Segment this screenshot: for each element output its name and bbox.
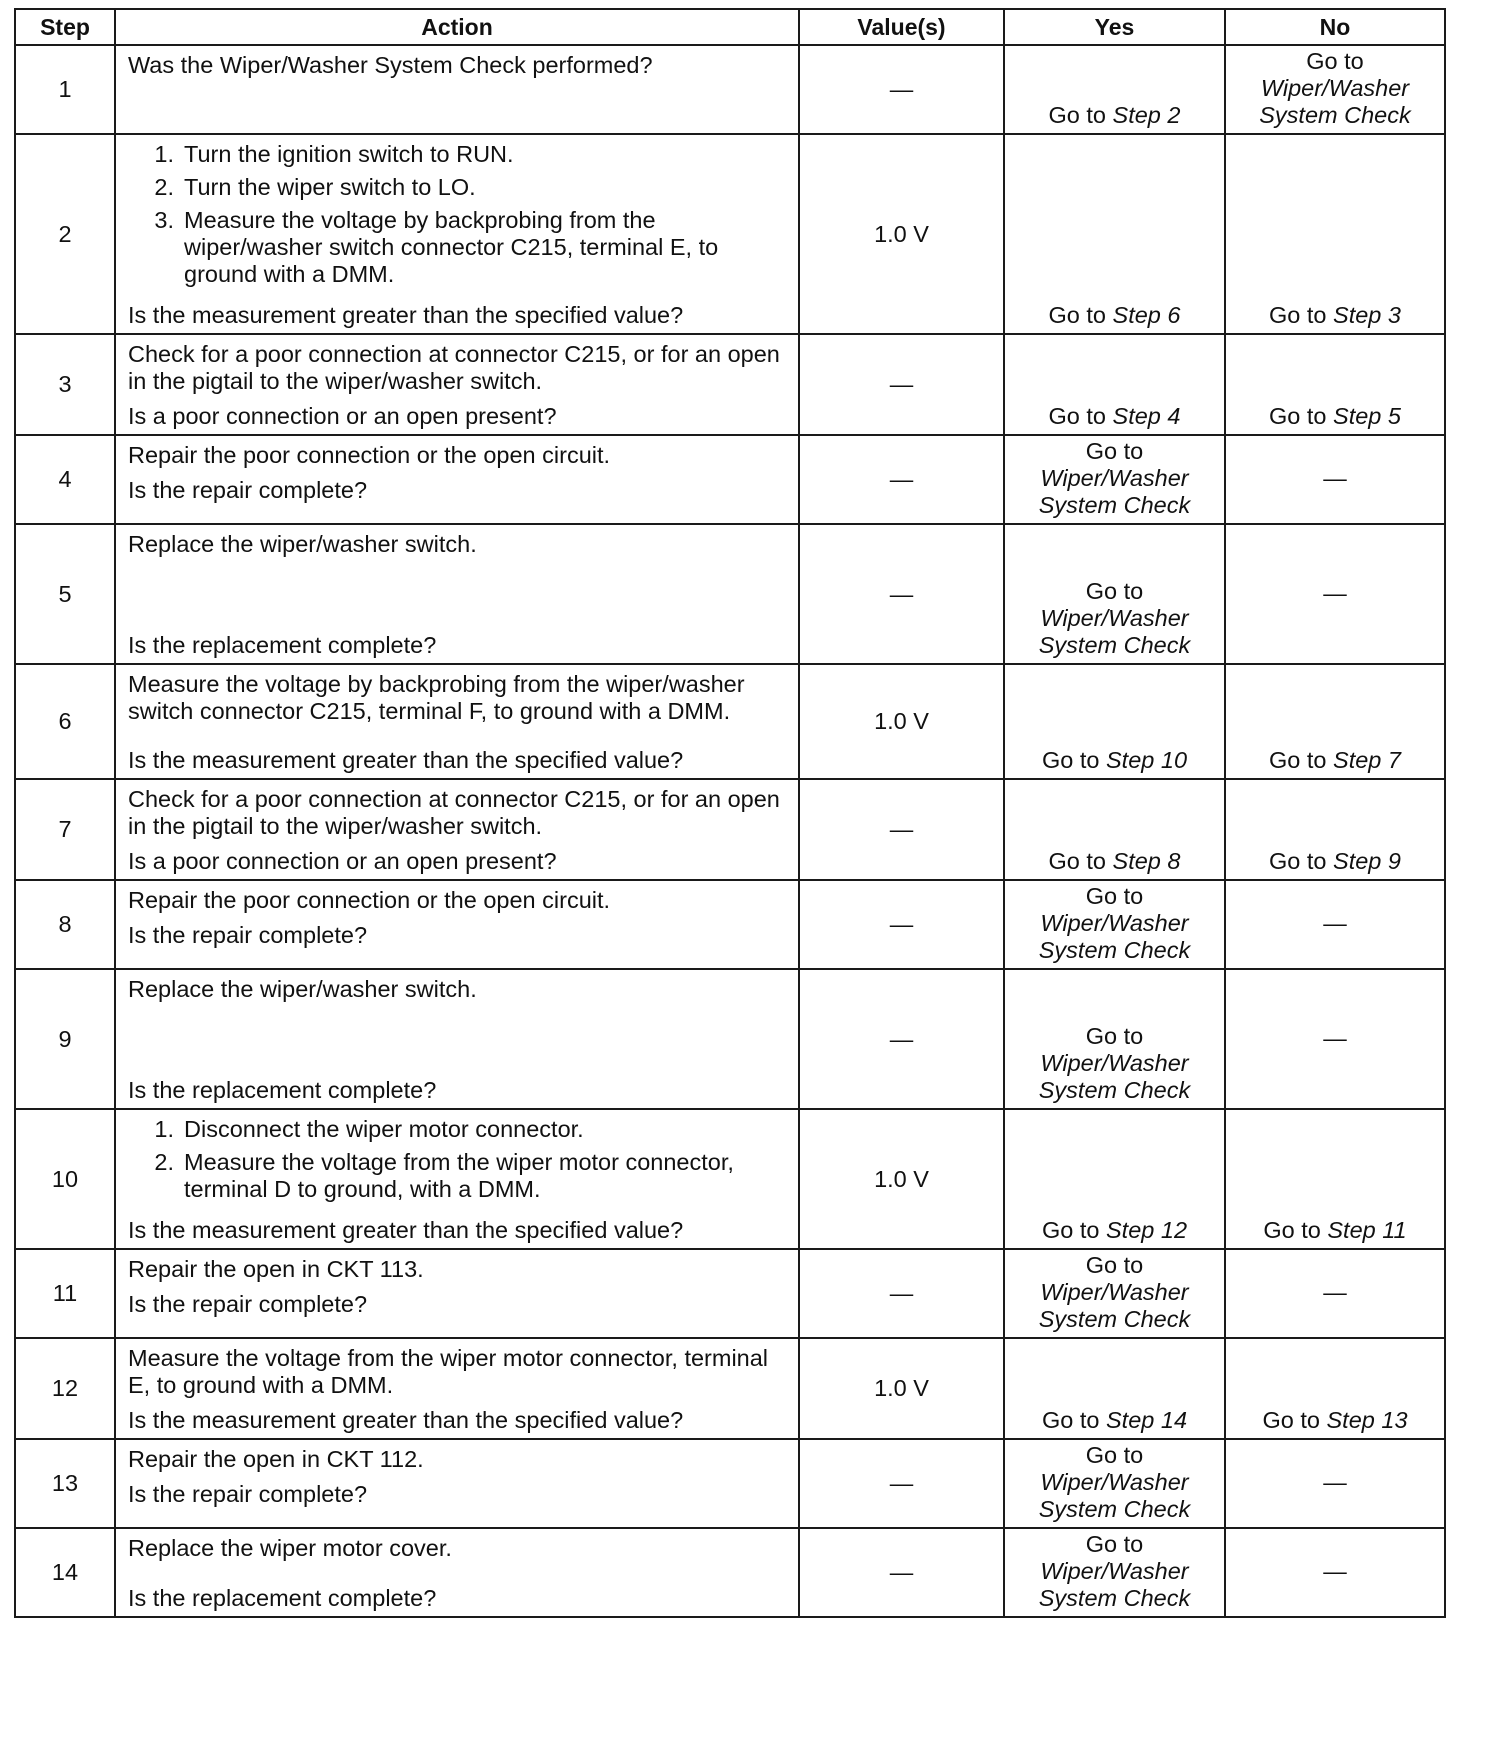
value-cell: 1.0 V: [799, 134, 1004, 334]
action-step-item: [128, 141, 790, 168]
no-content: [1226, 881, 1444, 968]
action-step-text: Turn the ignition switch to RUN.: [184, 141, 514, 167]
action-content: [116, 1110, 798, 1248]
no-step-link: Step 7: [1333, 747, 1401, 773]
no-step-link: Step 3: [1333, 302, 1401, 328]
table-row: [15, 334, 1445, 435]
yes-goto: [1009, 1407, 1220, 1434]
step-number: 2: [15, 134, 115, 334]
action-body: [128, 1535, 790, 1577]
yes-goto-prefix: Go to: [1041, 1407, 1106, 1433]
action-text: Repair the open in CKT 112.: [128, 1446, 424, 1472]
step-number: 11: [15, 1249, 115, 1338]
action-step-text: Measure the voltage by backprobing from the wiper/washer switch connector C215, terminal E, to ground with a DMM.: [184, 207, 719, 287]
yes-goto-label: Go to: [1085, 1442, 1144, 1468]
header-value: Value(s): [799, 9, 1004, 45]
header-step: Step: [15, 9, 115, 45]
yes-goto-prefix: Go to: [1041, 1217, 1106, 1243]
yes-content: [1005, 665, 1224, 778]
action-body: [128, 442, 790, 519]
action-text: Is the repair complete?: [128, 477, 368, 503]
no-target-line1: Wiper/Washer: [1260, 75, 1410, 101]
no-goto: [1230, 403, 1440, 430]
yes-cell: [1004, 664, 1225, 779]
yes-content: [1005, 1110, 1224, 1248]
action-step-item: [128, 207, 790, 288]
header-no: No: [1225, 9, 1445, 45]
step-number: 4: [15, 435, 115, 524]
yes-cell: [1004, 969, 1225, 1109]
table-row: [15, 1338, 1445, 1439]
no-cell: [1225, 1338, 1445, 1439]
action-cell: [115, 134, 799, 334]
yes-goto: [1009, 403, 1220, 430]
step-number: 6: [15, 664, 115, 779]
action-step-item: [128, 1149, 790, 1203]
action-cell: [115, 664, 799, 779]
no-cell: [1225, 524, 1445, 664]
action-cell: [115, 969, 799, 1109]
action-question: Is the measurement greater than the specified value?: [128, 747, 684, 773]
no-cell: [1225, 1439, 1445, 1528]
action-body: [128, 671, 790, 739]
yes-step-link: Step 6: [1112, 302, 1181, 328]
action-body: [128, 341, 790, 395]
no-goto-prefix: Go to: [1263, 1217, 1328, 1243]
no-cell: [1225, 334, 1445, 435]
action-step-number: 2.: [154, 1149, 174, 1175]
no-content: [1226, 780, 1444, 879]
no-dash: —: [1323, 910, 1347, 936]
yes-target-line2: System Check: [1038, 1496, 1191, 1522]
action-content: [116, 1339, 798, 1438]
yes-goto: [1009, 302, 1220, 329]
action-body: [128, 786, 790, 840]
yes-step-link: Step 14: [1106, 1407, 1188, 1433]
action-text: Was the Wiper/Washer System Check performed?: [128, 52, 653, 78]
yes-cell: [1004, 1338, 1225, 1439]
diagnostic-sheet: [14, 8, 1444, 1618]
no-content: [1226, 1529, 1444, 1616]
yes-content: [1005, 436, 1224, 523]
no-goto: [1230, 302, 1440, 329]
action-question: Is the replacement complete?: [128, 1077, 437, 1103]
action-text: Repair the open in CKT 113.: [128, 1256, 424, 1282]
action-text: Check for a poor connection at connector C215, or for an open in the pigtail to the wiper/washer switch.: [128, 341, 780, 394]
yes-goto-prefix: Go to: [1048, 403, 1113, 429]
no-content: [1226, 665, 1444, 778]
action-cell: [115, 779, 799, 880]
yes-cell: [1004, 134, 1225, 334]
action-body: [128, 1116, 790, 1209]
action-text: Repair the poor connection or the open circuit.: [128, 887, 611, 913]
yes-cell: [1004, 524, 1225, 664]
action-question: Is the measurement greater than the specified value?: [128, 1217, 684, 1243]
no-goto: [1230, 747, 1440, 774]
action-cell: [115, 1528, 799, 1617]
action-cell: [115, 524, 799, 664]
no-cell: [1225, 664, 1445, 779]
action-body: [128, 141, 790, 294]
yes-goto-prefix: Go to: [1041, 747, 1106, 773]
yes-content: [1005, 1339, 1224, 1438]
no-content: [1226, 46, 1444, 133]
yes-content: [1005, 135, 1224, 333]
action-text: Measure the voltage by backprobing from the wiper/washer switch connector C215, terminal F, to ground with a DMM.: [128, 671, 745, 724]
yes-step-link: Step 10: [1106, 747, 1188, 773]
action-content: [116, 881, 798, 968]
no-step-link: Step 5: [1333, 403, 1401, 429]
table-row: [15, 969, 1445, 1109]
action-cell: [115, 334, 799, 435]
no-dash: —: [1323, 579, 1347, 606]
action-step-number: 1.: [154, 141, 174, 167]
action-content: [116, 1440, 798, 1527]
action-cell: [115, 1439, 799, 1528]
yes-target-line2: System Check: [1038, 1585, 1191, 1611]
yes-target-line2: System Check: [1038, 492, 1191, 518]
no-goto-prefix: Go to: [1269, 403, 1334, 429]
value-cell: 1.0 V: [799, 1109, 1004, 1249]
action-body: [128, 976, 790, 1069]
no-target-line2: System Check: [1259, 102, 1411, 128]
action-content: [116, 780, 798, 879]
no-cell: [1225, 45, 1445, 134]
action-body: [128, 887, 790, 964]
no-goto-prefix: Go to: [1269, 302, 1334, 328]
action-content: [116, 525, 798, 663]
step-number: 7: [15, 779, 115, 880]
action-cell: [115, 45, 799, 134]
value-cell: —: [799, 1249, 1004, 1338]
yes-target-line2: System Check: [1038, 1306, 1191, 1332]
yes-cell: [1004, 1109, 1225, 1249]
yes-step-link: Step 4: [1112, 403, 1181, 429]
step-number: 10: [15, 1109, 115, 1249]
step-number: 5: [15, 524, 115, 664]
no-cell: [1225, 1109, 1445, 1249]
action-step-text: Turn the wiper switch to LO.: [184, 174, 476, 200]
value-cell: 1.0 V: [799, 664, 1004, 779]
action-content: [116, 135, 798, 333]
value-cell: —: [799, 45, 1004, 134]
step-number: 3: [15, 334, 115, 435]
value-cell: —: [799, 779, 1004, 880]
no-goto-prefix: Go to: [1269, 747, 1334, 773]
value-cell: 1.0 V: [799, 1338, 1004, 1439]
no-content: [1226, 1440, 1444, 1527]
yes-goto-label: Go to: [1085, 1531, 1144, 1557]
action-step-number: 3.: [154, 207, 174, 233]
yes-content: [1005, 46, 1224, 133]
yes-cell: [1004, 45, 1225, 134]
yes-content: [1005, 881, 1224, 968]
no-content: [1226, 525, 1444, 663]
action-question: Is a poor connection or an open present?: [128, 403, 557, 429]
table-row: [15, 664, 1445, 779]
yes-step-link: Step 2: [1112, 102, 1181, 128]
yes-goto-label: Go to: [1085, 578, 1144, 604]
yes-content: [1005, 335, 1224, 434]
yes-cell: [1004, 1528, 1225, 1617]
yes-step-link: Step 12: [1106, 1217, 1188, 1243]
action-text: Is the repair complete?: [128, 1481, 368, 1507]
yes-goto: [1009, 747, 1220, 774]
action-text: Check for a poor connection at connector C215, or for an open in the pigtail to the wiper/washer switch.: [128, 786, 780, 839]
no-content: [1226, 1339, 1444, 1438]
no-goto-prefix: Go to: [1269, 848, 1334, 874]
action-content: [116, 335, 798, 434]
no-step-link: Step 9: [1333, 848, 1401, 874]
yes-goto-label: Go to: [1085, 1252, 1144, 1278]
yes-cell: [1004, 880, 1225, 969]
yes-content: [1005, 1529, 1224, 1616]
yes-goto-label: Go to: [1085, 1023, 1144, 1049]
table-row: [15, 779, 1445, 880]
table-row: [15, 45, 1445, 134]
yes-content: [1005, 780, 1224, 879]
yes-goto: [1009, 1217, 1220, 1244]
no-cell: [1225, 779, 1445, 880]
yes-target-line1: Wiper/Washer: [1040, 1469, 1189, 1495]
action-body: [128, 531, 790, 624]
yes-target-line1: Wiper/Washer: [1040, 605, 1189, 631]
value-cell: —: [799, 880, 1004, 969]
no-goto: [1230, 1217, 1440, 1244]
no-dash: —: [1323, 1279, 1347, 1305]
no-step-link: Step 11: [1327, 1217, 1407, 1243]
action-cell: [115, 1338, 799, 1439]
action-content: [116, 970, 798, 1108]
yes-target-line1: Wiper/Washer: [1040, 1050, 1189, 1076]
action-step-item: [128, 174, 790, 201]
no-cell: [1225, 880, 1445, 969]
yes-cell: [1004, 1249, 1225, 1338]
no-dash: —: [1323, 1024, 1347, 1051]
table-row: [15, 1249, 1445, 1338]
no-cell: [1225, 1528, 1445, 1617]
action-question: Is the replacement complete?: [128, 632, 437, 658]
yes-goto: [1009, 102, 1220, 129]
yes-cell: [1004, 334, 1225, 435]
yes-content: [1005, 970, 1224, 1108]
action-content: [116, 1529, 798, 1616]
table-row: [15, 1439, 1445, 1528]
table-row: [15, 880, 1445, 969]
no-content: [1226, 970, 1444, 1108]
yes-step-link: Step 8: [1112, 848, 1181, 874]
no-goto: [1230, 848, 1440, 875]
action-cell: [115, 880, 799, 969]
action-steps-list: [128, 1116, 790, 1203]
yes-goto-label: Go to: [1085, 883, 1144, 909]
action-step-text: Measure the voltage from the wiper motor connector, terminal D to ground, with a DMM.: [184, 1149, 734, 1202]
yes-cell: [1004, 779, 1225, 880]
action-steps-list: [128, 141, 790, 288]
action-text: Is the repair complete?: [128, 922, 368, 948]
no-content: [1226, 1250, 1444, 1337]
action-text: Repair the poor connection or the open circuit.: [128, 442, 611, 468]
action-content: [116, 436, 798, 523]
action-text: Replace the wiper/washer switch.: [128, 976, 477, 1002]
yes-target-line1: Wiper/Washer: [1040, 910, 1189, 936]
yes-content: [1005, 1250, 1224, 1337]
yes-target-line1: Wiper/Washer: [1040, 1558, 1189, 1584]
yes-goto-prefix: Go to: [1048, 848, 1113, 874]
diagnostic-table: [14, 8, 1446, 1618]
yes-content: [1005, 525, 1224, 663]
action-step-item: [128, 1116, 790, 1143]
table-body: [15, 45, 1445, 1617]
value-cell: —: [799, 1528, 1004, 1617]
header-action: Action: [115, 9, 799, 45]
yes-content: [1005, 1440, 1224, 1527]
table-row: [15, 134, 1445, 334]
step-number: 12: [15, 1338, 115, 1439]
action-content: [116, 46, 798, 133]
value-cell: —: [799, 1439, 1004, 1528]
yes-cell: [1004, 435, 1225, 524]
yes-goto: [1009, 848, 1220, 875]
no-content: [1226, 436, 1444, 523]
value-cell: —: [799, 969, 1004, 1109]
table-row: [15, 524, 1445, 664]
no-content: [1226, 135, 1444, 333]
action-question: Is the measurement greater than the specified value?: [128, 302, 684, 328]
no-cell: [1225, 969, 1445, 1109]
yes-goto-prefix: Go to: [1048, 302, 1113, 328]
action-question: Is a poor connection or an open present?: [128, 848, 557, 874]
step-number: 8: [15, 880, 115, 969]
action-text: Replace the wiper motor cover.: [128, 1535, 452, 1561]
value-cell: —: [799, 334, 1004, 435]
no-content: [1226, 335, 1444, 434]
action-cell: [115, 1109, 799, 1249]
yes-goto-prefix: Go to: [1048, 102, 1113, 128]
action-body: [128, 1256, 790, 1333]
yes-target-line1: Wiper/Washer: [1040, 465, 1189, 491]
no-dash: —: [1323, 1469, 1347, 1495]
header-yes: Yes: [1004, 9, 1225, 45]
action-question: Is the replacement complete?: [128, 1585, 437, 1611]
table-row: [15, 1109, 1445, 1249]
no-cell: [1225, 134, 1445, 334]
action-step-number: 2.: [154, 174, 174, 200]
action-content: [116, 665, 798, 778]
yes-cell: [1004, 1439, 1225, 1528]
step-number: 9: [15, 969, 115, 1109]
action-text: Replace the wiper/washer switch.: [128, 531, 477, 557]
yes-target-line2: System Check: [1038, 632, 1191, 658]
value-cell: —: [799, 435, 1004, 524]
action-content: [116, 1250, 798, 1337]
action-question: Is the measurement greater than the specified value?: [128, 1407, 684, 1433]
action-body: [128, 52, 790, 129]
step-number: 14: [15, 1528, 115, 1617]
action-step-text: Disconnect the wiper motor connector.: [184, 1116, 584, 1142]
no-content: [1226, 1110, 1444, 1248]
yes-target-line2: System Check: [1038, 1077, 1191, 1103]
no-goto: [1230, 1407, 1440, 1434]
action-cell: [115, 435, 799, 524]
action-text: Measure the voltage from the wiper motor connector, terminal E, to ground with a DMM.: [128, 1345, 769, 1398]
yes-goto-label: Go to: [1085, 438, 1144, 464]
header-row: [15, 9, 1445, 45]
yes-target-line1: Wiper/Washer: [1040, 1279, 1189, 1305]
value-cell: —: [799, 524, 1004, 664]
action-text: Is the repair complete?: [128, 1291, 368, 1317]
table-row: [15, 1528, 1445, 1617]
no-dash: —: [1323, 465, 1347, 491]
action-cell: [115, 1249, 799, 1338]
action-step-number: 1.: [154, 1116, 174, 1142]
no-step-link: Step 13: [1326, 1407, 1408, 1433]
yes-target-line2: System Check: [1038, 937, 1191, 963]
no-goto-label: Go to: [1306, 48, 1364, 74]
action-body: [128, 1345, 790, 1399]
no-cell: [1225, 1249, 1445, 1338]
action-body: [128, 1446, 790, 1523]
step-number: 13: [15, 1439, 115, 1528]
step-number: 1: [15, 45, 115, 134]
no-cell: [1225, 435, 1445, 524]
table-row: [15, 435, 1445, 524]
no-goto-prefix: Go to: [1262, 1407, 1327, 1433]
no-dash: —: [1323, 1558, 1347, 1584]
